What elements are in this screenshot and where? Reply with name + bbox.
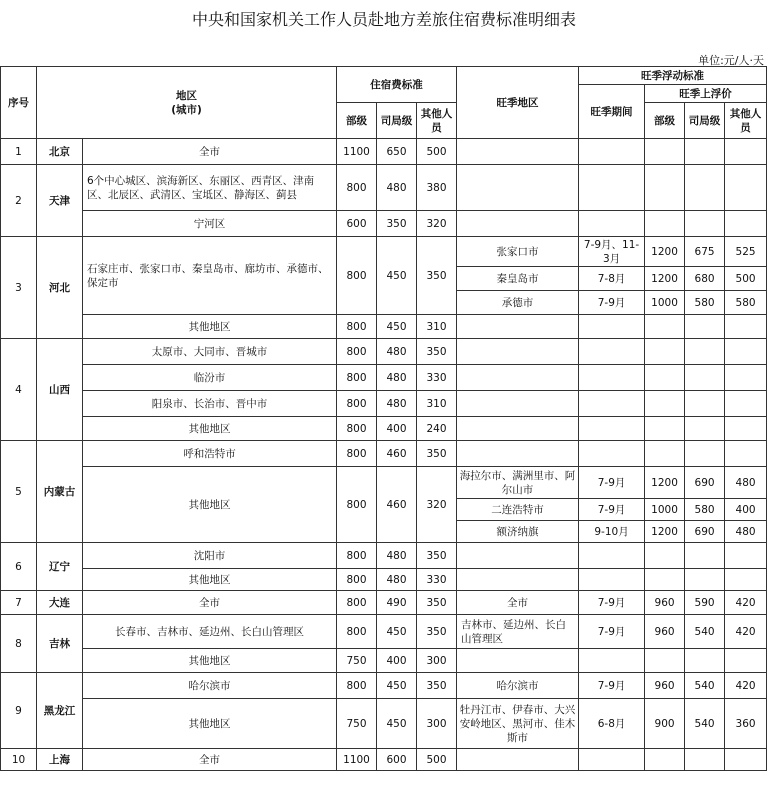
empty-cell — [725, 339, 767, 365]
province-cell: 天津 — [37, 165, 83, 237]
peak-bureau-cell: 680 — [685, 267, 725, 291]
peak-other-cell: 420 — [725, 591, 767, 615]
bureau-cell: 450 — [377, 615, 417, 649]
other-cell: 330 — [417, 365, 457, 391]
peak-period-cell: 7-9月 — [579, 615, 645, 649]
empty-cell — [457, 391, 579, 417]
empty-cell — [725, 569, 767, 591]
empty-cell — [725, 441, 767, 467]
peak-other-cell: 480 — [725, 467, 767, 499]
bureau-cell: 450 — [377, 315, 417, 339]
header-peak-bureau: 司局级 — [685, 103, 725, 139]
dept-cell: 800 — [337, 391, 377, 417]
header-lodging: 住宿费标准 — [337, 67, 457, 103]
empty-cell — [685, 749, 725, 771]
province-cell: 河北 — [37, 237, 83, 339]
bureau-cell: 480 — [377, 339, 417, 365]
other-cell: 300 — [417, 649, 457, 673]
peak-other-cell: 420 — [725, 615, 767, 649]
dept-cell: 800 — [337, 237, 377, 315]
dept-cell: 800 — [337, 417, 377, 441]
peak-dept-cell: 1200 — [645, 467, 685, 499]
header-peak-dept: 部级 — [645, 103, 685, 139]
peak-bureau-cell: 675 — [685, 237, 725, 267]
area-cell: 阳泉市、长治市、晋中市 — [83, 391, 337, 417]
bureau-cell: 490 — [377, 591, 417, 615]
dept-cell: 800 — [337, 591, 377, 615]
table-row — [1, 211, 767, 237]
bureau-cell: 450 — [377, 699, 417, 749]
page-title: 中央和国家机关工作人员赴地方差旅住宿费标准明细表 — [191, 10, 576, 29]
peak-region-cell: 海拉尔市、满洲里市、阿尔山市 — [457, 467, 579, 499]
header-other: 其他人员 — [417, 103, 457, 139]
bureau-cell: 650 — [377, 139, 417, 165]
peak-dept-cell: 1000 — [645, 499, 685, 521]
empty-cell — [579, 749, 645, 771]
peak-other-cell: 420 — [725, 673, 767, 699]
table-row — [1, 139, 767, 165]
peak-region-cell: 额济纳旗 — [457, 521, 579, 543]
bureau-cell: 600 — [377, 749, 417, 771]
empty-cell — [725, 165, 767, 211]
peak-other-cell: 580 — [725, 291, 767, 315]
peak-region-cell: 吉林市、延边州、长白山管理区 — [457, 615, 579, 649]
peak-dept-cell: 1200 — [645, 237, 685, 267]
peak-dept-cell: 1000 — [645, 291, 685, 315]
empty-cell — [579, 441, 645, 467]
empty-cell — [457, 749, 579, 771]
dept-cell: 800 — [337, 467, 377, 543]
table-row — [1, 365, 767, 391]
empty-cell — [645, 749, 685, 771]
other-cell: 350 — [417, 441, 457, 467]
empty-cell — [725, 649, 767, 673]
table-row — [1, 237, 767, 267]
table-row — [1, 543, 767, 569]
table-row — [1, 165, 767, 211]
unit-label: 单位:元/人·天 — [698, 54, 764, 67]
province-cell: 吉林 — [37, 615, 83, 673]
dept-cell: 750 — [337, 649, 377, 673]
other-cell: 320 — [417, 211, 457, 237]
province-cell: 上海 — [37, 749, 83, 771]
peak-period-cell: 7-8月 — [579, 267, 645, 291]
other-cell: 330 — [417, 569, 457, 591]
table-row — [1, 699, 767, 749]
empty-cell — [457, 441, 579, 467]
seq-cell: 10 — [1, 749, 37, 771]
province-cell: 大连 — [37, 591, 83, 615]
empty-cell — [645, 315, 685, 339]
empty-cell — [579, 417, 645, 441]
area-cell: 6个中心城区、滨海新区、东丽区、西青区、津南区、北辰区、武清区、宝坻区、静海区、蓟县 — [83, 165, 337, 211]
peak-period-cell: 7-9月 — [579, 467, 645, 499]
empty-cell — [457, 315, 579, 339]
empty-cell — [725, 139, 767, 165]
lodging-table — [0, 66, 767, 771]
area-cell: 全市 — [83, 591, 337, 615]
seq-cell: 8 — [1, 615, 37, 673]
header-peak-period: 旺季期间 — [579, 85, 645, 139]
empty-cell — [685, 649, 725, 673]
empty-cell — [685, 211, 725, 237]
peak-region-cell: 张家口市 — [457, 237, 579, 267]
peak-dept-cell: 1200 — [645, 267, 685, 291]
seq-cell: 2 — [1, 165, 37, 237]
empty-cell — [685, 441, 725, 467]
peak-period-cell: 6-8月 — [579, 699, 645, 749]
peak-period-cell: 7-9月 — [579, 591, 645, 615]
area-cell: 其他地区 — [83, 699, 337, 749]
peak-period-cell: 7-9月、11-3月 — [579, 237, 645, 267]
table-row — [1, 649, 767, 673]
bureau-cell: 460 — [377, 441, 417, 467]
bureau-cell: 450 — [377, 237, 417, 315]
empty-cell — [645, 441, 685, 467]
header-row — [1, 67, 767, 85]
empty-cell — [685, 339, 725, 365]
other-cell: 380 — [417, 165, 457, 211]
province-cell: 山西 — [37, 339, 83, 441]
province-cell: 内蒙古 — [37, 441, 83, 543]
lodging-table-wrap — [0, 66, 767, 771]
empty-cell — [579, 211, 645, 237]
other-cell: 350 — [417, 339, 457, 365]
seq-cell: 5 — [1, 441, 37, 543]
dept-cell: 800 — [337, 165, 377, 211]
empty-cell — [457, 417, 579, 441]
dept-cell: 800 — [337, 543, 377, 569]
empty-cell — [725, 315, 767, 339]
empty-cell — [645, 649, 685, 673]
peak-bureau-cell: 540 — [685, 673, 725, 699]
other-cell: 350 — [417, 591, 457, 615]
header-bureau: 司局级 — [377, 103, 417, 139]
peak-region-cell: 二连浩特市 — [457, 499, 579, 521]
empty-cell — [645, 165, 685, 211]
empty-cell — [579, 339, 645, 365]
header-seq: 序号 — [1, 67, 37, 139]
empty-cell — [457, 365, 579, 391]
bureau-cell: 480 — [377, 543, 417, 569]
empty-cell — [457, 569, 579, 591]
empty-cell — [645, 365, 685, 391]
area-cell: 石家庄市、张家口市、秦皇岛市、廊坊市、承德市、保定市 — [83, 237, 337, 315]
peak-region-cell: 秦皇岛市 — [457, 267, 579, 291]
table-row — [1, 591, 767, 615]
empty-cell — [579, 543, 645, 569]
area-cell: 其他地区 — [83, 315, 337, 339]
empty-cell — [457, 543, 579, 569]
peak-dept-cell: 960 — [645, 673, 685, 699]
empty-cell — [725, 417, 767, 441]
peak-bureau-cell: 690 — [685, 521, 725, 543]
peak-bureau-cell: 580 — [685, 499, 725, 521]
empty-cell — [685, 569, 725, 591]
peak-other-cell: 400 — [725, 499, 767, 521]
bureau-cell: 400 — [377, 417, 417, 441]
empty-cell — [579, 365, 645, 391]
province-cell: 黑龙江 — [37, 673, 83, 749]
table-row — [1, 315, 767, 339]
table-row — [1, 339, 767, 365]
empty-cell — [645, 211, 685, 237]
empty-cell — [645, 417, 685, 441]
area-cell: 其他地区 — [83, 467, 337, 543]
area-cell: 呼和浩特市 — [83, 441, 337, 467]
other-cell: 350 — [417, 543, 457, 569]
bureau-cell: 480 — [377, 391, 417, 417]
empty-cell — [685, 417, 725, 441]
peak-other-cell: 360 — [725, 699, 767, 749]
area-cell: 哈尔滨市 — [83, 673, 337, 699]
bureau-cell: 450 — [377, 673, 417, 699]
other-cell: 310 — [417, 315, 457, 339]
province-cell: 北京 — [37, 139, 83, 165]
seq-cell: 7 — [1, 591, 37, 615]
dept-cell: 750 — [337, 699, 377, 749]
empty-cell — [457, 339, 579, 365]
dept-cell: 600 — [337, 211, 377, 237]
area-cell: 太原市、大同市、晋城市 — [83, 339, 337, 365]
empty-cell — [685, 139, 725, 165]
seq-cell: 1 — [1, 139, 37, 165]
area-cell: 其他地区 — [83, 417, 337, 441]
empty-cell — [685, 315, 725, 339]
empty-cell — [685, 165, 725, 211]
peak-period-cell: 7-9月 — [579, 291, 645, 315]
table-row — [1, 749, 767, 771]
empty-cell — [579, 165, 645, 211]
empty-cell — [457, 649, 579, 673]
bureau-cell: 480 — [377, 569, 417, 591]
dept-cell: 800 — [337, 315, 377, 339]
other-cell: 500 — [417, 749, 457, 771]
peak-period-cell: 7-9月 — [579, 673, 645, 699]
other-cell: 320 — [417, 467, 457, 543]
empty-cell — [725, 365, 767, 391]
peak-bureau-cell: 590 — [685, 591, 725, 615]
empty-cell — [645, 139, 685, 165]
table-row — [1, 569, 767, 591]
area-cell: 宁河区 — [83, 211, 337, 237]
bureau-cell: 480 — [377, 165, 417, 211]
table-row — [1, 673, 767, 699]
seq-cell: 3 — [1, 237, 37, 339]
seq-cell: 6 — [1, 543, 37, 591]
empty-cell — [579, 139, 645, 165]
area-cell: 其他地区 — [83, 649, 337, 673]
other-cell: 300 — [417, 699, 457, 749]
dept-cell: 800 — [337, 441, 377, 467]
peak-dept-cell: 1200 — [645, 521, 685, 543]
peak-dept-cell: 900 — [645, 699, 685, 749]
peak-dept-cell: 960 — [645, 591, 685, 615]
dept-cell: 800 — [337, 365, 377, 391]
empty-cell — [645, 391, 685, 417]
dept-cell: 800 — [337, 339, 377, 365]
empty-cell — [685, 391, 725, 417]
header-peak-float: 旺季浮动标准 — [579, 67, 767, 85]
empty-cell — [579, 569, 645, 591]
empty-cell — [645, 339, 685, 365]
header-region: 地区 (城市) — [37, 67, 337, 139]
empty-cell — [725, 391, 767, 417]
table-row — [1, 391, 767, 417]
other-cell: 310 — [417, 391, 457, 417]
header-peak-other: 其他人员 — [725, 103, 767, 139]
empty-cell — [725, 211, 767, 237]
peak-period-cell: 9-10月 — [579, 521, 645, 543]
peak-period-cell: 7-9月 — [579, 499, 645, 521]
peak-region-cell: 承德市 — [457, 291, 579, 315]
other-cell: 350 — [417, 237, 457, 315]
header-peak-up: 旺季上浮价 — [645, 85, 767, 103]
empty-cell — [579, 315, 645, 339]
province-cell: 辽宁 — [37, 543, 83, 591]
area-cell: 沈阳市 — [83, 543, 337, 569]
peak-region-cell: 全市 — [457, 591, 579, 615]
seq-cell: 9 — [1, 673, 37, 749]
peak-bureau-cell: 540 — [685, 615, 725, 649]
table-row — [1, 467, 767, 499]
area-cell: 其他地区 — [83, 569, 337, 591]
area-cell: 临汾市 — [83, 365, 337, 391]
empty-cell — [645, 543, 685, 569]
bureau-cell: 400 — [377, 649, 417, 673]
table-row — [1, 441, 767, 467]
dept-cell: 800 — [337, 673, 377, 699]
area-cell: 长春市、吉林市、延边州、长白山管理区 — [83, 615, 337, 649]
peak-other-cell: 500 — [725, 267, 767, 291]
empty-cell — [685, 543, 725, 569]
empty-cell — [579, 391, 645, 417]
empty-cell — [579, 649, 645, 673]
peak-other-cell: 525 — [725, 237, 767, 267]
area-cell: 全市 — [83, 139, 337, 165]
dept-cell: 800 — [337, 615, 377, 649]
other-cell: 500 — [417, 139, 457, 165]
peak-bureau-cell: 690 — [685, 467, 725, 499]
other-cell: 350 — [417, 615, 457, 649]
dept-cell: 1100 — [337, 139, 377, 165]
empty-cell — [685, 365, 725, 391]
empty-cell — [457, 165, 579, 211]
peak-region-cell: 哈尔滨市 — [457, 673, 579, 699]
peak-bureau-cell: 580 — [685, 291, 725, 315]
peak-other-cell: 480 — [725, 521, 767, 543]
table-row — [1, 417, 767, 441]
peak-bureau-cell: 540 — [685, 699, 725, 749]
header-dept: 部级 — [337, 103, 377, 139]
peak-dept-cell: 960 — [645, 615, 685, 649]
seq-cell: 4 — [1, 339, 37, 441]
bureau-cell: 460 — [377, 467, 417, 543]
empty-cell — [457, 211, 579, 237]
bureau-cell: 480 — [377, 365, 417, 391]
empty-cell — [645, 569, 685, 591]
empty-cell — [725, 543, 767, 569]
header-peak-region: 旺季地区 — [457, 67, 579, 139]
other-cell: 240 — [417, 417, 457, 441]
empty-cell — [725, 749, 767, 771]
peak-region-cell: 牡丹江市、伊春市、大兴安岭地区、黑河市、佳木斯市 — [457, 699, 579, 749]
dept-cell: 800 — [337, 569, 377, 591]
table-row — [1, 615, 767, 649]
bureau-cell: 350 — [377, 211, 417, 237]
area-cell: 全市 — [83, 749, 337, 771]
other-cell: 350 — [417, 673, 457, 699]
dept-cell: 1100 — [337, 749, 377, 771]
empty-cell — [457, 139, 579, 165]
